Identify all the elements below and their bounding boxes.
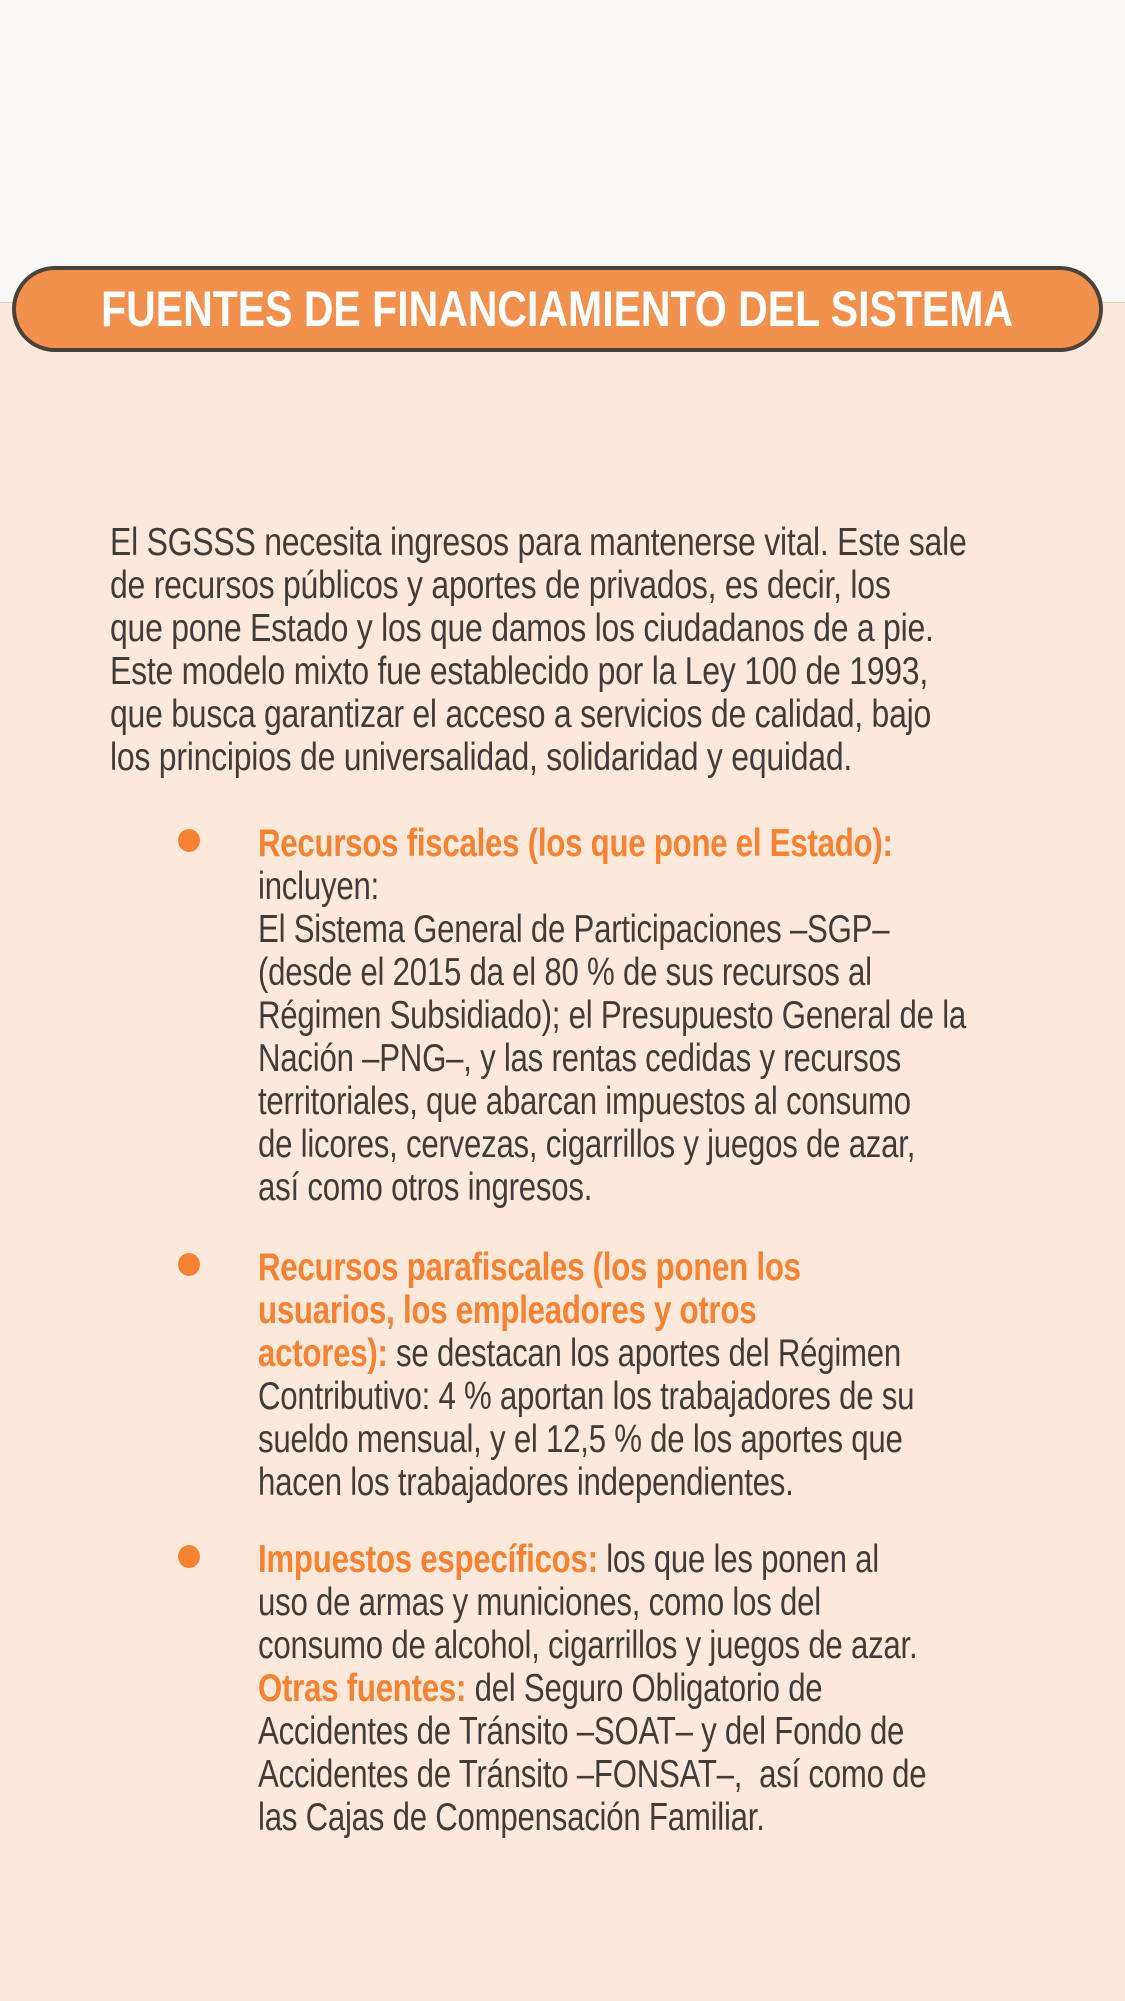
text-line: [258, 994, 1098, 1037]
bullet-text: [258, 822, 1098, 1209]
body-text: que busca garantizar el acceso a servicios de calidad, bajo: [110, 693, 932, 736]
text-line: [258, 1289, 1098, 1332]
body-text: incluyen:: [258, 865, 379, 908]
text-line: [258, 1753, 1098, 1796]
text-line: [258, 1246, 1098, 1289]
bullet-text: [258, 1538, 1098, 1839]
text-line: [110, 650, 930, 693]
text-line: [110, 736, 930, 779]
section-title: FUENTES DE FINANCIAMIENTO DEL SISTEMA: [101, 281, 1014, 337]
text-line: [258, 1418, 1098, 1461]
body-text: los que les ponen al: [606, 1538, 879, 1581]
text-line: [110, 607, 934, 650]
text-line: [258, 1461, 1098, 1504]
text-line: [258, 1166, 1098, 1209]
text-line: [258, 1710, 1098, 1753]
body-text: que pone Estado y los que damos los ciudadanos de a pie.: [110, 607, 934, 650]
body-text: Accidentes de Tránsito –SOAT– y del Fondo de: [258, 1710, 905, 1753]
text-line: [258, 1796, 1098, 1839]
body-text: Accidentes de Tránsito –FONSAT–, así como de: [258, 1753, 927, 1796]
highlight-text: actores):: [258, 1332, 397, 1375]
text-line: [258, 1037, 1098, 1080]
body-text: de recursos públicos y aportes de privados, es decir, los: [110, 564, 891, 607]
body-text: las Cajas de Compensación Familiar.: [258, 1796, 765, 1839]
body-text: hacen los trabajadores independientes.: [258, 1461, 794, 1504]
text-line: [110, 521, 967, 564]
text-line: [258, 822, 1098, 865]
body-text: sueldo mensual, y el 12,5 % de los aportes que: [258, 1418, 903, 1461]
bullet-icon: [178, 1545, 200, 1568]
text-line: [110, 693, 930, 736]
text-line: [110, 564, 930, 607]
body-text: Contributivo: 4 % aportan los trabajadores de su: [258, 1375, 915, 1418]
body-text: territoriales, que abarcan impuestos al consumo: [258, 1080, 911, 1123]
text-line: [258, 865, 1098, 908]
text-line: [258, 1667, 1098, 1710]
body-text: El SGSSS necesita ingresos para mantenerse vital. Este sale: [110, 521, 967, 564]
body-text: así como otros ingresos.: [258, 1166, 593, 1209]
text-line: [258, 1332, 1098, 1375]
text-line: [258, 908, 1098, 951]
body-text: El Sistema General de Participaciones –SGP–: [258, 908, 890, 951]
body-text: Régimen Subsidiado); el Presupuesto General de la: [258, 994, 967, 1037]
text-line: [258, 1538, 1098, 1581]
highlight-text: Otras fuentes:: [258, 1667, 475, 1710]
body-text: uso de armas y municiones, como los del: [258, 1581, 821, 1624]
body-text: del Seguro Obligatorio de: [474, 1667, 823, 1710]
text-line: [258, 1123, 1098, 1166]
bullet-icon: [178, 829, 200, 852]
bullet-text: [258, 1246, 1098, 1504]
body-text: los principios de universalidad, solidaridad y equidad.: [110, 736, 853, 779]
body-text: Este modelo mixto fue establecido por la Ley 100 de 1993,: [110, 650, 929, 693]
body-text: se destacan los aportes del Régimen: [396, 1332, 902, 1375]
highlight-text: Impuestos específicos:: [258, 1538, 607, 1581]
text-line: [258, 1080, 1098, 1123]
text-line: [258, 1375, 1098, 1418]
section-banner: [12, 266, 1103, 352]
body-text: Nación –PNG–, y las rentas cedidas y recursos: [258, 1037, 901, 1080]
highlight-text: Recursos fiscales (los que pone el Estado):: [258, 822, 893, 865]
text-line: [258, 951, 1098, 994]
body-text: de licores, cervezas, cigarrillos y juegos de azar,: [258, 1123, 916, 1166]
text-line: [258, 1624, 1098, 1667]
bullet-icon: [178, 1253, 200, 1276]
highlight-text: Recursos parafiscales (los ponen los: [258, 1246, 801, 1289]
highlight-text: usuarios, los empleadores y otros: [258, 1289, 757, 1332]
text-line: [258, 1581, 1098, 1624]
body-text: consumo de alcohol, cigarrillos y juegos de azar.: [258, 1624, 918, 1667]
body-text: (desde el 2015 da el 80 % de sus recursos al: [258, 951, 872, 994]
intro-paragraph: [110, 521, 967, 779]
